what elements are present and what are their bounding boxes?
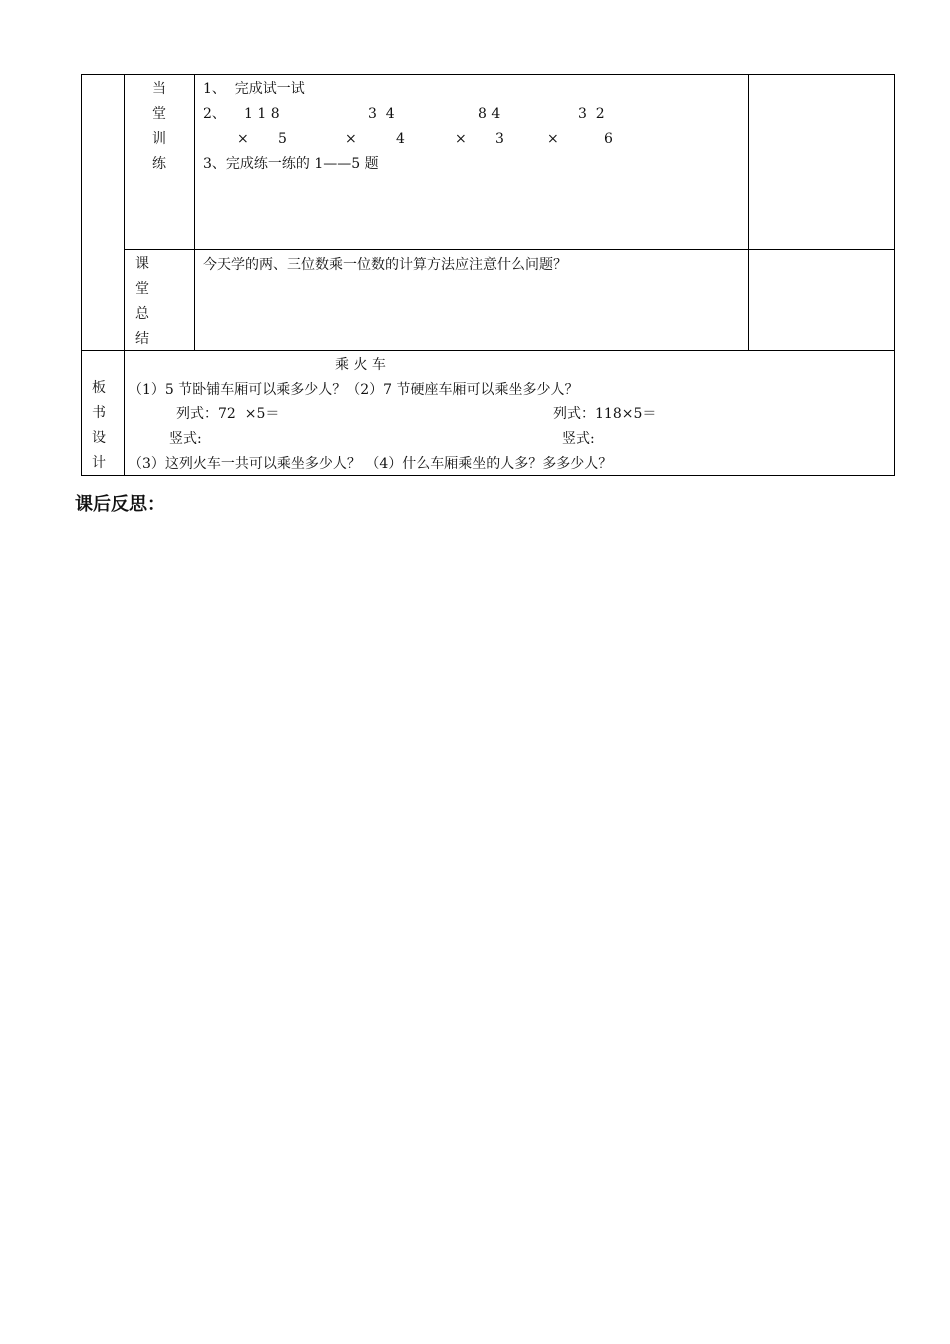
label-column-divider	[124, 74, 125, 476]
training-label-char: 堂	[152, 106, 166, 122]
multiplication-1-times: ×	[237, 131, 249, 147]
multiplication-2-times: ×	[345, 131, 357, 147]
board-formula-1: 列式：72 ×5＝	[176, 406, 280, 422]
multiplication-3-top: 8 4	[478, 106, 501, 122]
multiplication-1-bottom: 5	[278, 131, 287, 147]
multiplication-1-top: 1 1 8	[244, 106, 280, 122]
multiplication-4-bottom: 6	[604, 131, 613, 147]
board-label-char: 书	[92, 405, 106, 421]
summary-label-char: 总	[135, 306, 149, 322]
training-item-2-prefix: 2、	[203, 106, 226, 122]
notes-column-divider	[748, 74, 749, 351]
table-bottom-border	[81, 475, 895, 476]
multiplication-3-times: ×	[455, 131, 467, 147]
training-item-1: 1、 完成试一试	[203, 81, 305, 97]
multiplication-3-bottom: 3	[495, 131, 504, 147]
board-label-char: 板	[92, 380, 106, 396]
training-summary-divider	[124, 249, 895, 250]
board-questions-3-4: （3）这列火车一共可以乘坐多少人？ （4）什么车厢乘坐的人多？多多少人？	[128, 456, 613, 472]
training-label	[149, 77, 169, 177]
multiplication-2-bottom: 4	[396, 131, 405, 147]
multiplication-4-top: 3 2	[578, 106, 605, 122]
board-label-char: 计	[92, 455, 106, 471]
summary-text: 今天学的两、三位数乘一位数的计算方法应注意什么问题？	[203, 257, 567, 273]
multiplication-2-top: 3 4	[368, 106, 395, 122]
summary-label-char: 结	[135, 331, 149, 347]
summary-label	[132, 252, 152, 352]
summary-label-char: 堂	[135, 281, 149, 297]
board-label	[89, 376, 109, 476]
board-formula-2: 列式：118×5＝	[553, 406, 657, 422]
board-questions-1-2: （1）5 节卧铺车厢可以乘多少人？（2）7 节硬座车厢可以乘坐多少人？	[128, 382, 579, 398]
board-label-char: 设	[92, 430, 106, 446]
summary-board-divider	[81, 350, 895, 351]
training-label-char: 练	[152, 156, 166, 172]
content-column-divider	[194, 74, 195, 351]
board-vertical-2: 竖式:	[562, 431, 595, 447]
training-item-3: 3、完成练一练的 1——5 题	[203, 156, 379, 172]
table-right-border	[894, 74, 895, 476]
reflection-heading: 课后反思：	[75, 494, 165, 515]
training-label-char: 当	[152, 81, 166, 97]
summary-label-char: 课	[135, 256, 149, 272]
board-title: 乘 火 车	[335, 357, 386, 373]
table-top-border	[81, 74, 895, 75]
table-left-border	[81, 74, 82, 476]
multiplication-4-times: ×	[547, 131, 559, 147]
training-label-char: 训	[152, 131, 166, 147]
board-vertical-1: 竖式:	[169, 431, 202, 447]
